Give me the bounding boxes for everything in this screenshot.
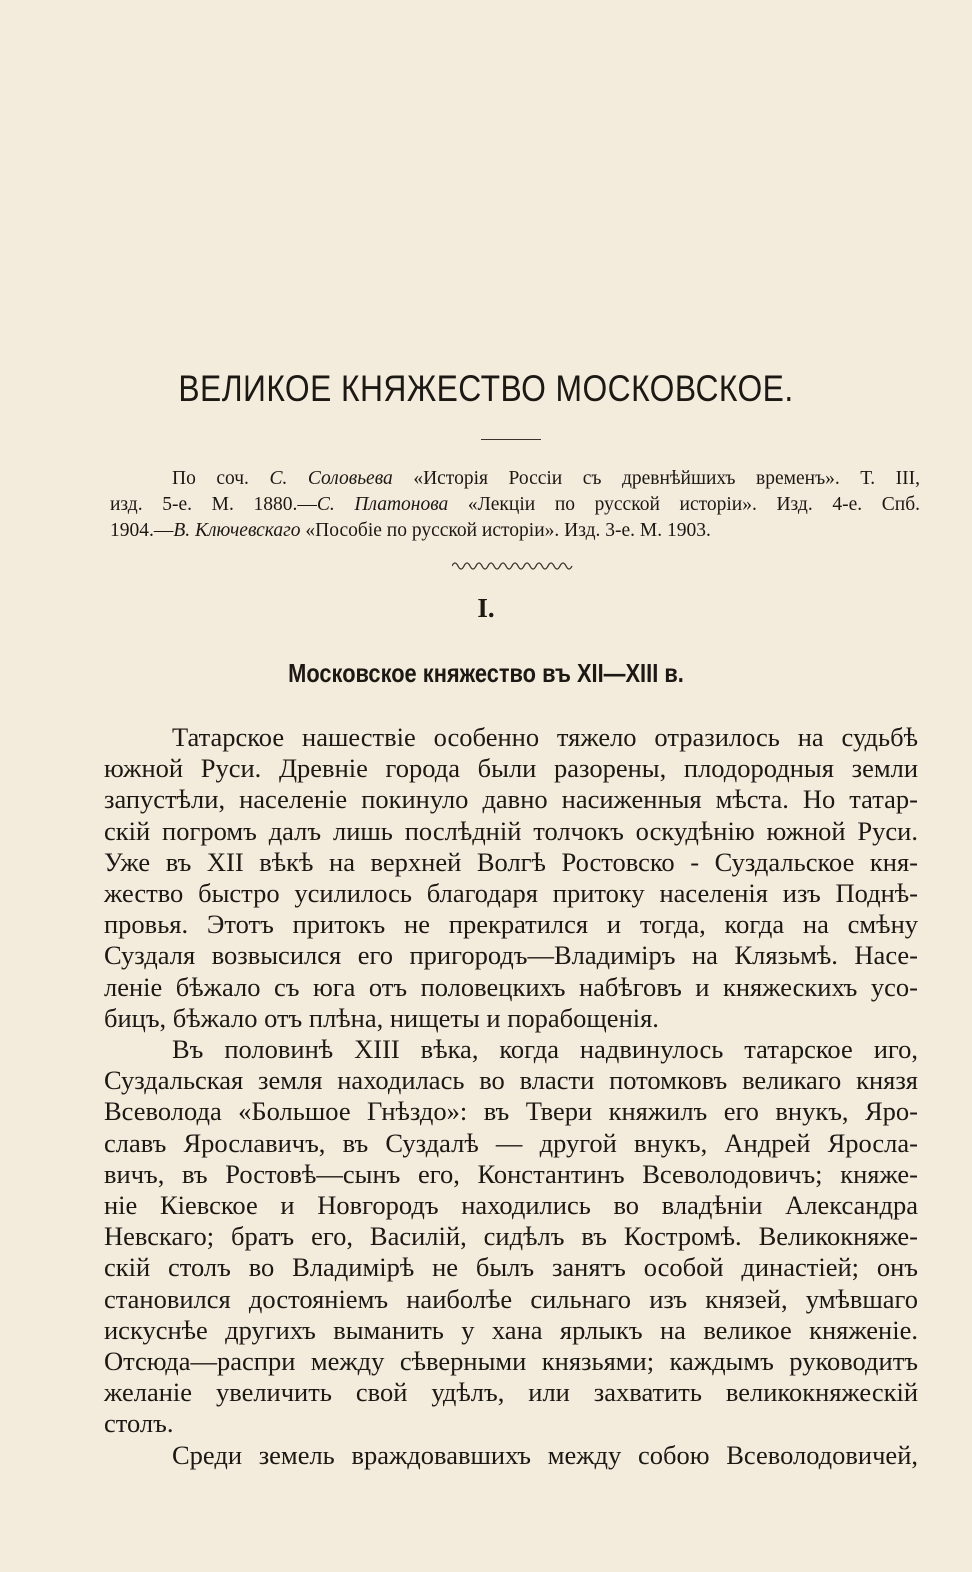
sources-text: По соч. [172,468,270,489]
text-line: Невскаго; братъ его, Василій, сидѣлъ въ Костромѣ. Великокняже- [104,1221,918,1252]
text-line: леніе бѣжало съ юга отъ половецкихъ набѣговъ и княжескихъ усо- [104,971,918,1002]
chapter-title: Московское княжество въ XII—XIII в. [288,658,684,688]
sources-line [110,466,920,492]
sources-text: «Исторія Россіи съ древнѣйшихъ временъ». Т. III, [392,468,920,489]
text-line: Всеволода «Большое Гнѣздо»: въ Твери княжилъ его внукъ, Яро- [104,1096,918,1127]
text-line: жество быстро усилилось благодаря притоку населенія изъ Поднѣ- [104,878,918,909]
text-line: запустѣли, населеніе покинуло давно насиженныя мѣста. Но татар- [104,784,918,815]
text-line: вичъ, въ Ростовѣ—сынъ его, Константинъ Всеволодовичъ; княже- [104,1158,918,1189]
text-line: Отсюда—распри между сѣверными князьями; каждымъ руководитъ [104,1346,918,1377]
text-line: южной Руси. Древніе города были разорены, плодородныя земли [104,753,918,784]
text-line: становился достояніемъ наиболѣе сильнаго изъ князей, умѣвшаго [104,1283,918,1314]
text-line: искуснѣе другихъ выманить у хана ярлыкъ на великое княженіе. [104,1314,918,1345]
author-name: С. Платонова [316,494,449,515]
text-line: бицъ, бѣжало отъ плѣна, нищеты и порабощенія. [104,1002,659,1033]
text-line: скій столъ во Владимірѣ не былъ занятъ особой династіей; онъ [104,1252,918,1283]
sources-line [110,492,920,518]
sources-text: 1904.— [110,520,174,541]
body-text [104,722,918,1471]
text-line: Въ половинѣ XIII вѣка, когда надвинулось татарское иго, [172,1034,918,1065]
text-line: Суздальская земля находилась во власти потомковъ великаго князя [104,1065,918,1096]
author-name: С. Соловьева [269,468,393,489]
sources-text: «Пособіе по русской исторіи». Изд. 3-е. М. 1903. [300,520,711,541]
author-name: В. Ключевскаго [173,520,301,541]
sources-line [110,518,920,544]
main-title: ВЕЛИКОЕ КНЯЖЕСТВО МОСКОВСКОЕ. [178,368,794,409]
text-line: желаніе увеличить свой удѣлъ, или захватить великокняжескій [104,1377,918,1408]
text-line: Уже въ XII вѣкѣ на верхней Волгѣ Ростовско - Суздальское кня- [104,846,918,877]
text-line: столъ. [104,1408,174,1439]
text-line: ніе Кіевское и Новгородъ находились во владѣніи Александра [104,1190,918,1221]
title-divider [481,439,541,440]
chapter-number: I. [477,593,495,623]
sources-text: изд. 5-е. М. 1880.— [110,494,317,515]
text-line: славъ Ярославичъ, въ Суздалѣ — другой внукъ, Андрей Яросла- [104,1127,918,1158]
text-line: Суздаля возвысился его пригородъ—Владиміръ на Клязьмѣ. Насе- [104,940,918,971]
text-line: Татарское нашествіе особенно тяжело отразилось на судьбѣ [172,722,918,752]
sources-paragraph [110,466,920,544]
text-line: скій погромъ далъ лишь послѣдній толчокъ оскудѣнію южной Руси. [104,815,918,846]
text-line: Среди земель враждовавшихъ между собою Всеволодовичей, [172,1439,918,1470]
sources-text: «Лекціи по русской исторіи». Изд. 4-е. Спб. [448,494,920,515]
text-line: провья. Этотъ притокъ не прекратился и тогда, когда на смѣну [104,909,918,940]
wavy-ornament [452,558,574,570]
